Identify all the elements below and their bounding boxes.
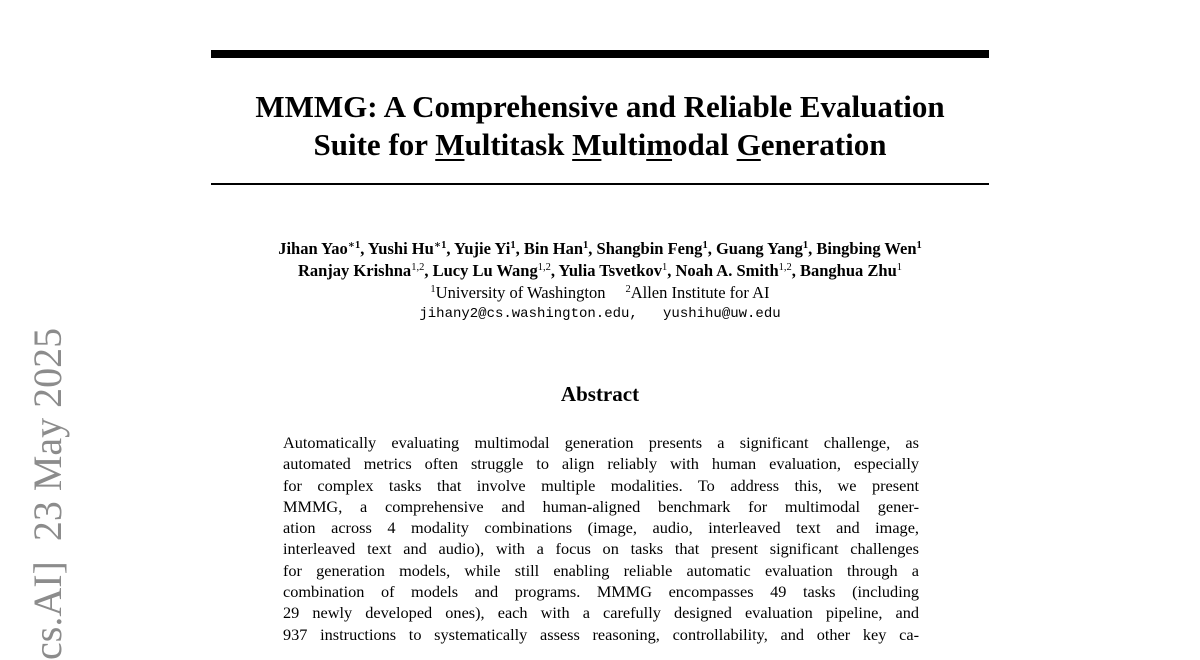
title-bottom-rule (211, 183, 989, 185)
paper-title (211, 88, 989, 164)
abstract-line: interleaved text and audio), with a focus on tasks that present significant challenges (283, 539, 919, 559)
abstract-line: MMMG, a comprehensive and human-aligned benchmark for multimodal gener- (283, 496, 919, 516)
abstract-line: for complex tasks that involve multiple modalities. To address this, we present (283, 475, 919, 495)
author-name: Guang Yang (715, 239, 803, 258)
abstract-line: ation across 4 modality combinations (image, audio, interleaved text and image, (283, 518, 919, 538)
author-name: Lucy Lu Wang (432, 261, 538, 280)
authors-line-1: Jihan Yao$^{∗1}$, Yushi $Hu^{∗1}$, Yujie Yi$^1$, Bin Han$^1$, Shangbin Feng$^1$, Guang Yang$^1$, Bingbing Wen$^1$ (278, 239, 922, 258)
abstract-line: for generation models, while still enabling reliable automatic evaluation through a (283, 560, 919, 580)
email-1: jihany2@cs.washington.edu, (419, 306, 638, 322)
author-name: Shangbin Feng (596, 239, 703, 258)
email-2: yushihu@uw.edu (663, 306, 781, 322)
abstract-heading: Abstract (560, 382, 640, 406)
abstract-line: 937 instructions to systematically assess reasoning, controllability, and other key ca- (283, 624, 919, 644)
author-name: Yujie Yi (453, 239, 511, 258)
author-emails (150, 304, 1050, 324)
author-name: Yulia Tsvetkov (558, 261, 662, 280)
author-name: Ranjay Krishna (297, 261, 412, 280)
top-rule (211, 50, 989, 58)
abstract-body (283, 432, 919, 645)
arxiv-side-stamp (0, 0, 100, 660)
author-name: Banghua Zhu (800, 261, 897, 280)
title-line-2: Suite for Multitask Multimodal Generation (313, 127, 887, 162)
arxiv-stamp-text: cs.AI] 23 May 2025 (25, 327, 70, 660)
abstract-line: combination of models and programs. MMMG encompasses 49 tasks (including (283, 582, 919, 602)
affiliations: $^1$University of Washington $^2$Allen Institute for AI (430, 283, 770, 302)
author-name: Bin Han (523, 239, 584, 258)
abstract-line: Automatically evaluating multimodal generation presents a significant challenge, as (283, 433, 919, 452)
affiliation-uw: University of Washington (435, 283, 606, 302)
authors-line-2: Ranjay Krishna$^{1,2}$, Lucy Lu Wang$^{1,2}$, Yulia Tsvetkov$^1$, Noah A. Smith$^{1,2}$, Banghua Zhu$^1$ (297, 261, 903, 280)
affiliation-ai2: Allen Institute for AI (630, 283, 770, 302)
author-name: Noah A. Smith (675, 261, 779, 280)
abstract-line: automated metrics often struggle to align reliably with human evaluation, especially (283, 454, 919, 474)
author-name: Jihan Yao (278, 239, 348, 258)
title-line-1: MMMG: A Comprehensive and Reliable Evaluation (255, 89, 945, 124)
author-name: Bingbing Wen (816, 239, 917, 258)
author-name: Yushi Hu (367, 239, 434, 258)
abstract-line: 29 newly developed ones), each with a carefully designed evaluation pipeline, and (283, 603, 919, 623)
author-block (150, 238, 1050, 324)
